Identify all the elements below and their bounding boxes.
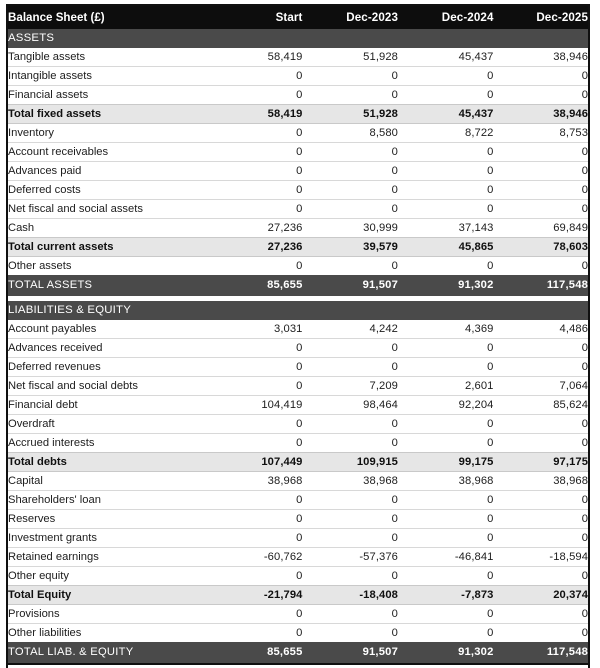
row-label: ASSETS — [7, 29, 207, 48]
row-label: TOTAL LIAB. & EQUITY — [7, 642, 207, 664]
row-value: 92,204 — [398, 396, 494, 415]
row-value: 0 — [494, 529, 590, 548]
row-value: 45,437 — [398, 105, 494, 124]
column-header-0[interactable]: Start — [207, 6, 303, 29]
row-value: 0 — [303, 143, 399, 162]
table-row[interactable] — [7, 491, 589, 510]
table-row[interactable] — [7, 510, 589, 529]
row-value: 58,419 — [207, 48, 303, 67]
row-value: 0 — [207, 124, 303, 143]
row-value: 0 — [207, 181, 303, 200]
table-row[interactable] — [7, 472, 589, 491]
row-label: Inventory — [7, 124, 207, 143]
row-value: 0 — [303, 529, 399, 548]
row-value: 0 — [207, 434, 303, 453]
row-value: -21,794 — [207, 586, 303, 605]
row-value: 78,603 — [494, 238, 590, 257]
row-value: -57,376 — [303, 548, 399, 567]
table-row[interactable] — [7, 567, 589, 586]
row-value: 0 — [207, 415, 303, 434]
row-value: 3,031 — [207, 320, 303, 339]
table-row[interactable] — [7, 200, 589, 219]
row-value: 2,601 — [398, 377, 494, 396]
row-value: 0 — [398, 200, 494, 219]
subtotal-row[interactable] — [7, 586, 589, 605]
row-value — [303, 301, 399, 320]
row-value: 0 — [494, 257, 590, 276]
table-header-row — [7, 6, 589, 29]
row-label: Total Equity — [7, 586, 207, 605]
row-label: Account payables — [7, 320, 207, 339]
subtotal-row[interactable] — [7, 238, 589, 257]
row-value: 0 — [494, 605, 590, 624]
row-value: 0 — [398, 605, 494, 624]
row-label: TOTAL ASSETS — [7, 275, 207, 296]
row-value: 58,419 — [207, 105, 303, 124]
row-label: Shareholders' loan — [7, 491, 207, 510]
row-value: 0 — [398, 567, 494, 586]
row-value: -7,873 — [398, 586, 494, 605]
row-value: 38,968 — [494, 472, 590, 491]
row-label: Net fiscal and social debts — [7, 377, 207, 396]
row-label: Tangible assets — [7, 48, 207, 67]
column-header-3[interactable]: Dec-2025 — [494, 6, 590, 29]
row-label: Provisions — [7, 605, 207, 624]
row-label: Financial assets — [7, 86, 207, 105]
row-value: 0 — [207, 162, 303, 181]
row-value: 0 — [398, 491, 494, 510]
row-value: 0 — [303, 510, 399, 529]
row-value: 99,175 — [398, 453, 494, 472]
table-row[interactable] — [7, 548, 589, 567]
row-value: 0 — [303, 624, 399, 643]
table-bottom-rule-cell — [7, 664, 589, 668]
section-header-row[interactable] — [7, 301, 589, 320]
row-value: 20,374 — [494, 586, 590, 605]
row-value: 0 — [303, 339, 399, 358]
row-label: Account receivables — [7, 143, 207, 162]
row-value — [494, 301, 590, 320]
row-value: 0 — [303, 86, 399, 105]
row-value: 85,655 — [207, 642, 303, 664]
grand-total-row[interactable] — [7, 275, 589, 296]
row-value — [303, 29, 399, 48]
row-value: 0 — [494, 339, 590, 358]
row-label: Advances paid — [7, 162, 207, 181]
row-label: Deferred revenues — [7, 358, 207, 377]
row-value: 51,928 — [303, 48, 399, 67]
row-value: 85,655 — [207, 275, 303, 296]
row-value: 7,209 — [303, 377, 399, 396]
row-value: 30,999 — [303, 219, 399, 238]
table-row[interactable] — [7, 396, 589, 415]
table-row[interactable] — [7, 415, 589, 434]
row-value: -60,762 — [207, 548, 303, 567]
table-bottom-rule — [7, 664, 589, 668]
row-label: Overdraft — [7, 415, 207, 434]
row-value: 109,915 — [303, 453, 399, 472]
row-value — [207, 301, 303, 320]
row-label: Other equity — [7, 567, 207, 586]
row-value: 0 — [207, 86, 303, 105]
row-value: 0 — [398, 339, 494, 358]
row-value: 7,064 — [494, 377, 590, 396]
table-row[interactable] — [7, 162, 589, 181]
row-label: Total fixed assets — [7, 105, 207, 124]
row-value: 117,548 — [494, 275, 590, 296]
table-row[interactable] — [7, 358, 589, 377]
row-value: 0 — [303, 358, 399, 377]
row-value: 0 — [494, 200, 590, 219]
row-value: 0 — [398, 529, 494, 548]
row-label: Total debts — [7, 453, 207, 472]
row-label: Cash — [7, 219, 207, 238]
row-value: 0 — [398, 181, 494, 200]
row-value: 38,968 — [207, 472, 303, 491]
row-label: Intangible assets — [7, 67, 207, 86]
row-value: 0 — [494, 491, 590, 510]
row-value: 0 — [398, 510, 494, 529]
row-label: Financial debt — [7, 396, 207, 415]
row-value: 85,624 — [494, 396, 590, 415]
row-value: 0 — [303, 434, 399, 453]
row-value: 37,143 — [398, 219, 494, 238]
row-value: -46,841 — [398, 548, 494, 567]
row-label: Capital — [7, 472, 207, 491]
table-row[interactable] — [7, 181, 589, 200]
row-value: 0 — [398, 162, 494, 181]
row-value: 117,548 — [494, 642, 590, 664]
row-value: 0 — [398, 415, 494, 434]
row-value — [398, 29, 494, 48]
table-row[interactable] — [7, 219, 589, 238]
table-row[interactable] — [7, 320, 589, 339]
row-value: 38,968 — [398, 472, 494, 491]
row-value: 0 — [303, 415, 399, 434]
row-label: Net fiscal and social assets — [7, 200, 207, 219]
table-row[interactable] — [7, 67, 589, 86]
table-row[interactable] — [7, 143, 589, 162]
row-value: 0 — [494, 434, 590, 453]
row-value: 0 — [207, 491, 303, 510]
row-value: 0 — [303, 200, 399, 219]
table-row[interactable] — [7, 124, 589, 143]
row-value: 0 — [494, 143, 590, 162]
row-label: Retained earnings — [7, 548, 207, 567]
column-header-2[interactable]: Dec-2024 — [398, 6, 494, 29]
table-row[interactable] — [7, 48, 589, 67]
grand-total-row[interactable] — [7, 642, 589, 664]
table-row[interactable] — [7, 86, 589, 105]
row-value: 0 — [207, 143, 303, 162]
subtotal-row[interactable] — [7, 453, 589, 472]
row-value: 97,175 — [494, 453, 590, 472]
row-label: Deferred costs — [7, 181, 207, 200]
row-value: 98,464 — [303, 396, 399, 415]
row-value: 0 — [207, 339, 303, 358]
row-value: 27,236 — [207, 238, 303, 257]
balance-sheet-body — [7, 4, 589, 668]
row-value: 0 — [494, 181, 590, 200]
row-label: Reserves — [7, 510, 207, 529]
row-value: 8,580 — [303, 124, 399, 143]
row-value: 39,579 — [303, 238, 399, 257]
table-row[interactable] — [7, 529, 589, 548]
row-value: 38,968 — [303, 472, 399, 491]
row-value: 0 — [494, 567, 590, 586]
table-row[interactable] — [7, 624, 589, 643]
row-label: Accrued interests — [7, 434, 207, 453]
row-value: 0 — [398, 86, 494, 105]
row-value: 4,369 — [398, 320, 494, 339]
row-value: 38,946 — [494, 48, 590, 67]
row-value: 91,507 — [303, 275, 399, 296]
row-value: 0 — [494, 86, 590, 105]
row-value: 0 — [398, 624, 494, 643]
row-label: Total current assets — [7, 238, 207, 257]
row-value: 0 — [398, 358, 494, 377]
row-value — [207, 29, 303, 48]
row-value: 0 — [303, 567, 399, 586]
row-label: Advances received — [7, 339, 207, 358]
row-value: 51,928 — [303, 105, 399, 124]
row-label: LIABILITIES & EQUITY — [7, 301, 207, 320]
row-label: Investment grants — [7, 529, 207, 548]
row-value: 0 — [398, 67, 494, 86]
row-value: 0 — [303, 181, 399, 200]
row-value: 0 — [303, 67, 399, 86]
row-value: 45,437 — [398, 48, 494, 67]
table-row[interactable] — [7, 434, 589, 453]
row-value: 27,236 — [207, 219, 303, 238]
row-value: 0 — [207, 358, 303, 377]
row-value — [494, 29, 590, 48]
row-value: 0 — [207, 200, 303, 219]
row-value: -18,408 — [303, 586, 399, 605]
column-header-1[interactable]: Dec-2023 — [303, 6, 399, 29]
row-value: 0 — [398, 434, 494, 453]
balance-sheet-table — [6, 4, 590, 668]
row-value: 0 — [207, 510, 303, 529]
section-header-row[interactable] — [7, 29, 589, 48]
row-value: -18,594 — [494, 548, 590, 567]
row-value: 91,302 — [398, 275, 494, 296]
row-value: 0 — [494, 358, 590, 377]
row-value: 0 — [207, 624, 303, 643]
subtotal-row[interactable] — [7, 105, 589, 124]
row-value: 0 — [494, 162, 590, 181]
row-value: 0 — [207, 567, 303, 586]
row-value: 4,242 — [303, 320, 399, 339]
table-row[interactable] — [7, 377, 589, 396]
row-value: 45,865 — [398, 238, 494, 257]
row-value: 69,849 — [494, 219, 590, 238]
row-value: 0 — [207, 257, 303, 276]
table-title-cell: Balance Sheet (£) — [7, 6, 207, 29]
row-value: 0 — [207, 605, 303, 624]
row-label: Other assets — [7, 257, 207, 276]
row-value — [398, 301, 494, 320]
row-value: 0 — [303, 491, 399, 510]
row-value: 0 — [398, 143, 494, 162]
row-value: 91,302 — [398, 642, 494, 664]
table-row[interactable] — [7, 339, 589, 358]
row-label: Other liabilities — [7, 624, 207, 643]
table-row[interactable] — [7, 257, 589, 276]
row-value: 0 — [303, 605, 399, 624]
row-value: 38,946 — [494, 105, 590, 124]
row-value: 104,419 — [207, 396, 303, 415]
row-value: 0 — [303, 257, 399, 276]
row-value: 0 — [494, 67, 590, 86]
row-value: 0 — [494, 510, 590, 529]
row-value: 0 — [207, 529, 303, 548]
row-value: 4,486 — [494, 320, 590, 339]
row-value: 0 — [303, 162, 399, 181]
row-value: 8,753 — [494, 124, 590, 143]
table-row[interactable] — [7, 605, 589, 624]
row-value: 0 — [494, 415, 590, 434]
row-value: 0 — [398, 257, 494, 276]
row-value: 0 — [207, 377, 303, 396]
row-value: 91,507 — [303, 642, 399, 664]
row-value: 0 — [207, 67, 303, 86]
row-value: 107,449 — [207, 453, 303, 472]
row-value: 0 — [494, 624, 590, 643]
row-value: 8,722 — [398, 124, 494, 143]
